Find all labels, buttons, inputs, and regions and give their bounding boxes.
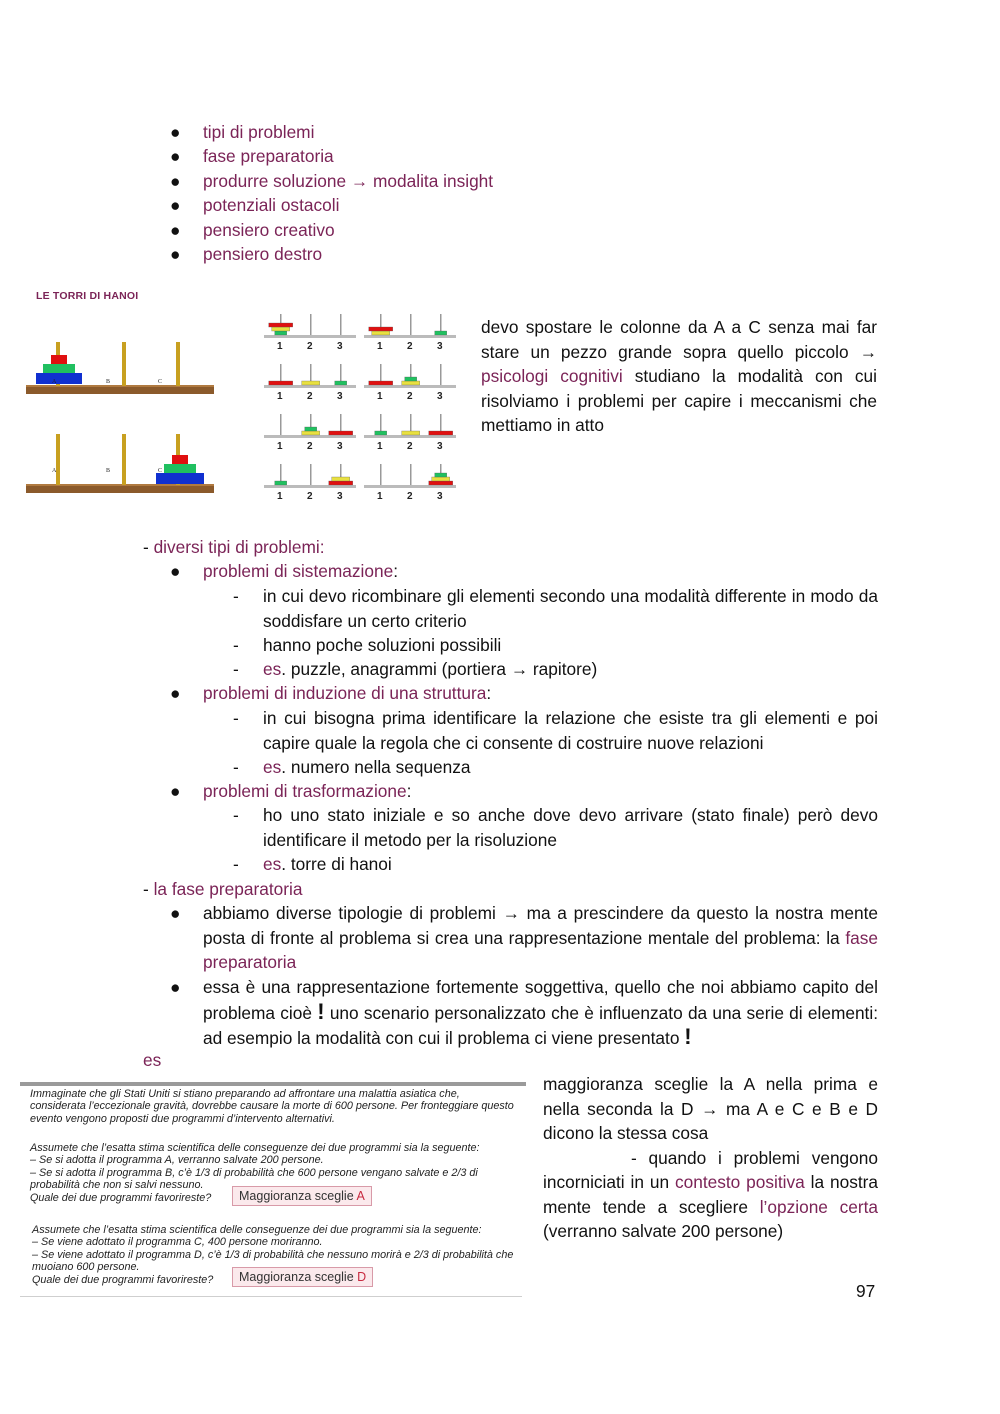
step-peg (310, 314, 312, 335)
step-number: 1 (377, 441, 383, 452)
list-item: ● pensiero destro (170, 244, 323, 265)
step-number: 3 (437, 491, 443, 502)
step-number: 3 (337, 341, 343, 352)
page-number: 97 (856, 1281, 876, 1301)
svg-text:B: B (106, 468, 111, 474)
framing-experiment-figure: Immaginate che gli Stati Uniti si stiano preparando ad affrontare una malattia asiatica che, considerata l’eccezionale gravità, dovrebbe causare la morte di 600 persone. Per fronteggiare questo evento vengono proposti due programmi d’intervento alternativi. Assumete che l’esatta stima scientifica delle conseguenze dei due programmi sia la seguente: – Se si adotta il programma A, verranno salvate 200 persone. – Se si adotta il programma B, c’è 1/3 di probabilità che 600 persone vengano salvate e 2/3 di probabilità che non si salvi nessuno. Quale dei due programmi favorireste? Maggioranza sceglie A Assumete che l’esatta stima scientifica delle conseguenze dei due programmi sia la seguente: – Se viene adottato il programma C, 400 persone moriranno. – Se viene adottato il programma D, c’è 1/3 di probabilità che nessuno morirà e 2/3 di probabilità che muoiano 600 persone. Quale dei due programmi favorireste? Maggioranza sceglie D (20, 1082, 526, 1298)
step-number: 1 (277, 491, 283, 502)
step-disk (432, 477, 450, 481)
scenario-block-2: Assumete che l’esatta stima scientifica delle conseguenze dei due programmi sia la seguente: – Se viene adottato il programma C, 400 persone moriranno. – Se viene adottato il programma D, c’è 1/3 di probabilità che nessuno morirà e 2/3 di probabilità che muoiano 600 persone. Quale dei due programmi favorireste? (32, 1224, 514, 1286)
step-disk (272, 327, 290, 331)
step-number: 3 (437, 391, 443, 402)
step-disk (405, 377, 417, 381)
step-disk (335, 381, 347, 385)
step-base (264, 335, 356, 338)
step-disk (372, 331, 390, 335)
hanoi-title: LE TORRI DI HANOI (36, 290, 139, 302)
example-label: es (143, 1050, 162, 1070)
step-peg (340, 314, 342, 335)
svg-text:C: C (158, 468, 163, 474)
step-peg (380, 464, 382, 485)
step-peg (410, 314, 412, 335)
step-number: 2 (307, 441, 313, 452)
step-number: 3 (337, 441, 343, 452)
step-number: 3 (337, 491, 343, 502)
step-disk (329, 431, 353, 435)
step-base (364, 435, 456, 438)
preparatory-bullet: ● abbiamo diverse tipologie di problemi → ma a prescindere da questo la nostra mente posta di fronte al problema si crea una rappresentazione mentale del problema: la fase preparatoria (170, 903, 878, 972)
step-disk (429, 481, 453, 485)
hanoi-start-scene (26, 342, 214, 394)
list-item: ● fase preparatoria (170, 146, 334, 167)
majority-badge-a: Maggioranza sceglie A (232, 1186, 372, 1206)
hanoi-end-scene (26, 434, 214, 493)
sub-item: - in cui bisogna prima identificare la relazione che esiste tra gli elementi e poi capire quale la regola che ci consente di costruire nuove relazioni (233, 708, 878, 753)
step-disk (269, 381, 293, 385)
step-disk (369, 327, 393, 331)
preparatory-bullet: ● essa è una rappresentazione fortemente soggettiva, quello che noi abbiamo capito del problema cioè ! uno scenario personalizzato che è influenzato da una serie di elementi: ad esempio la modalità con cui il problema ci viene presentato ! (170, 977, 879, 1049)
step-number: 1 (377, 341, 383, 352)
step-disk (305, 427, 317, 431)
step-number: 1 (377, 391, 383, 402)
list-item: ● produrre soluzione → modalita insight (170, 170, 494, 191)
step-number: 3 (337, 391, 343, 402)
step-disk (435, 473, 447, 477)
sub-item: - es. puzzle, anagrammi (portiera → rapitore) (233, 659, 598, 679)
step-number: 2 (407, 491, 413, 502)
example-explanation: maggioranza sceglie la A nella prima e nella seconda la D → ma A e C e B e D dicono la stessa cosa - quando i problemi vengono incorniciati in un contesto positiva la nostra mente tende a scegliere l’opzione certa (verranno salvate 200 persone) (543, 1074, 878, 1241)
sub-item: - ho uno stato iniziale e so anche dove devo arrivare (stato finale) però devo identificare il metodo per la risoluzione (233, 805, 878, 850)
step-peg (280, 414, 282, 435)
step-number: 2 (307, 391, 313, 402)
hanoi-towers-illustration (26, 330, 218, 502)
svg-text:B: B (106, 379, 111, 385)
step-disk (275, 481, 287, 485)
step-peg (410, 464, 412, 485)
step-number: 2 (407, 441, 413, 452)
step-base (364, 335, 456, 338)
step-number: 1 (277, 441, 283, 452)
svg-text:A: A (52, 468, 57, 474)
step-number: 3 (437, 341, 443, 352)
step-disk (435, 331, 447, 335)
step-disk (375, 431, 387, 435)
list-item: ● potenziali ostacoli (170, 195, 340, 216)
topic-list (170, 120, 493, 266)
step-disk (429, 431, 453, 435)
exclamation-icon: ! (317, 998, 325, 1024)
step-base (364, 385, 456, 388)
step-peg (440, 364, 442, 385)
step-disk (369, 381, 393, 385)
step-number: 3 (437, 441, 443, 452)
list-item: ● tipi di problemi (170, 122, 315, 142)
hanoi-description: devo spostare le colonne da A a C senza mai far stare un pezzo grande sopra quello piccolo → psicologi cognitivi studiano la modalità con cui risolviamo i problemi per capire i meccanismi che mettiamo in atto (481, 317, 877, 435)
step-number: 2 (307, 341, 313, 352)
step-number: 2 (407, 391, 413, 402)
step-number: 1 (377, 491, 383, 502)
section-heading-preparatory-phase: - la fase preparatoria (143, 879, 303, 899)
svg-text:C: C (158, 379, 163, 385)
sub-item: - es. torre di hanoi (233, 854, 392, 874)
step-disk (332, 477, 350, 481)
step-base (264, 435, 356, 438)
section-heading-problem-types: - diversi tipi di problemi: (143, 537, 325, 557)
list-item: ● pensiero creativo (170, 219, 335, 240)
step-base (264, 385, 356, 388)
step-base (364, 485, 456, 488)
step-number: 1 (277, 341, 283, 352)
step-disk (329, 481, 353, 485)
sub-item: - es. numero nella sequenza (233, 757, 471, 777)
step-peg (310, 464, 312, 485)
hanoi-steps-diagram (262, 312, 462, 517)
step-number: 1 (277, 391, 283, 402)
step-disk (275, 331, 287, 335)
scenario-block-1: Assumete che l’esatta stima scientifica delle conseguenze dei due programmi sia la seguente: – Se si adotta il programma A, verranno salvate 200 persone. – Se si adotta il programma B, c’è 1/3 di probabilità che 600 persone vengano salvate e 2/3 di probabilità che non si salvi nessuno. Quale dei due programmi favorireste? (30, 1142, 480, 1204)
exclamation-icon: ! (684, 1024, 692, 1049)
step-disk (302, 431, 320, 435)
majority-badge-d: Maggioranza sceglie D (232, 1267, 373, 1287)
step-number: 2 (407, 341, 413, 352)
step-disk (269, 323, 293, 327)
step-base (264, 485, 356, 488)
svg-text:A: A (52, 379, 57, 385)
sub-item: - in cui devo ricombinare gli elementi secondo una modalità differente in modo da soddisfare un certo criterio (233, 586, 878, 631)
sub-item: - hanno poche soluzioni possibili (233, 635, 502, 655)
step-disk (402, 431, 420, 435)
step-disk (302, 381, 320, 385)
step-disk (402, 381, 420, 385)
step-number: 2 (307, 491, 313, 502)
